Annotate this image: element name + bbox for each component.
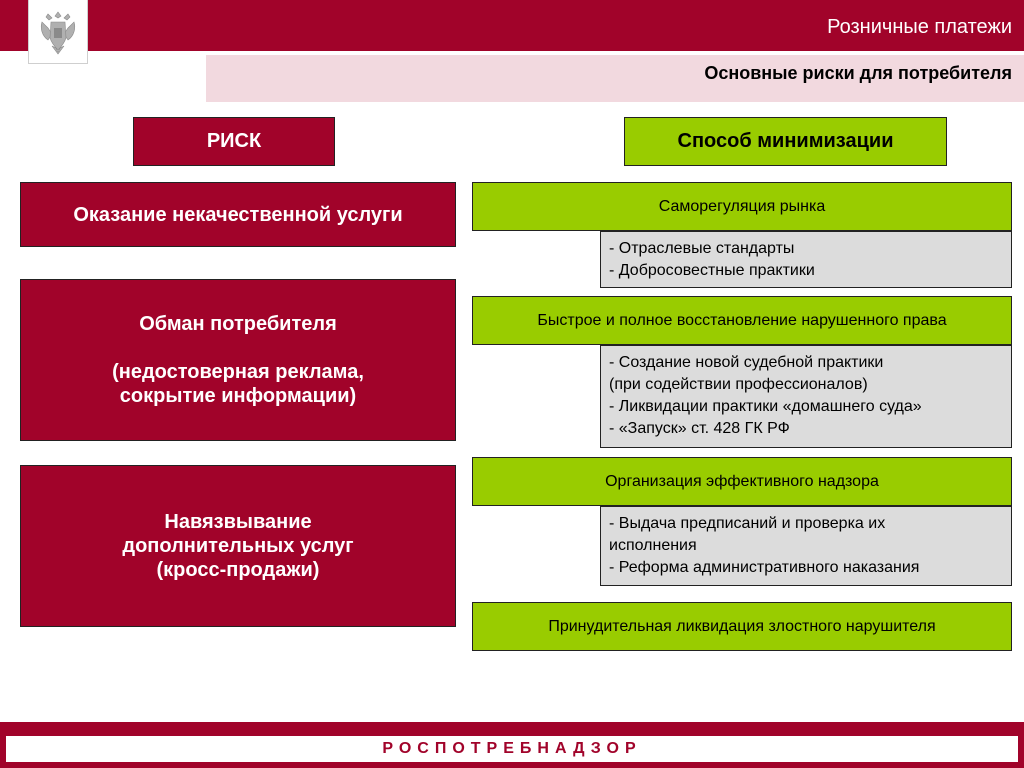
risk-text: Навязвывание <box>164 511 312 533</box>
detail-line: - «Запуск» ст. 428 ГК РФ <box>609 420 790 437</box>
risk-text: дополнительных услуг <box>122 535 354 557</box>
method-details-2 <box>600 345 1012 448</box>
logo <box>28 0 88 64</box>
detail-line: - Создание новой судебной практики <box>609 354 884 371</box>
method-title-4: Принудительная ликвидация злостного нарушителя <box>472 602 1012 651</box>
method-title-3: Организация эффективного надзора <box>472 457 1012 506</box>
detail-line: (при содействии профессионалов) <box>609 376 868 393</box>
detail-line: - Отраслевые стандарты <box>609 240 795 257</box>
coat-of-arms-icon <box>36 6 80 58</box>
detail-line: - Ликвидации практики «домашнего суда» <box>609 398 922 415</box>
risk-box-2 <box>20 279 456 441</box>
method-column-header: Способ минимизации <box>624 117 947 166</box>
footer-brand-text: РОСПОТРЕБНАДЗОР <box>382 740 642 757</box>
method-title-2: Быстрое и полное восстановление нарушенного права <box>472 296 1012 345</box>
page-title: Основные риски для потребителя <box>704 63 1012 83</box>
detail-line: - Добросовестные практики <box>609 262 815 279</box>
risk-text: (кросс-продажи) <box>156 559 320 581</box>
detail-line: исполнения <box>609 537 697 554</box>
footer <box>6 736 1018 762</box>
method-title-1: Саморегуляция рынка <box>472 182 1012 231</box>
method-details-3 <box>600 506 1012 586</box>
risk-box-3 <box>20 465 456 627</box>
risk-text: сокрытие информации) <box>119 385 357 407</box>
risk-text: Оказание некачественной услуги <box>73 203 403 226</box>
risk-text: (недостоверная реклама, <box>112 361 364 383</box>
method-details-1 <box>600 231 1012 288</box>
risk-text: Обман потребителя <box>139 313 337 335</box>
detail-line: - Выдача предписаний и проверка их <box>609 515 886 532</box>
risk-column-header: РИСК <box>133 117 335 166</box>
detail-line: - Реформа административного наказания <box>609 559 920 576</box>
risk-box-1 <box>20 182 456 247</box>
header-title: Розничные платежи <box>827 16 1012 38</box>
